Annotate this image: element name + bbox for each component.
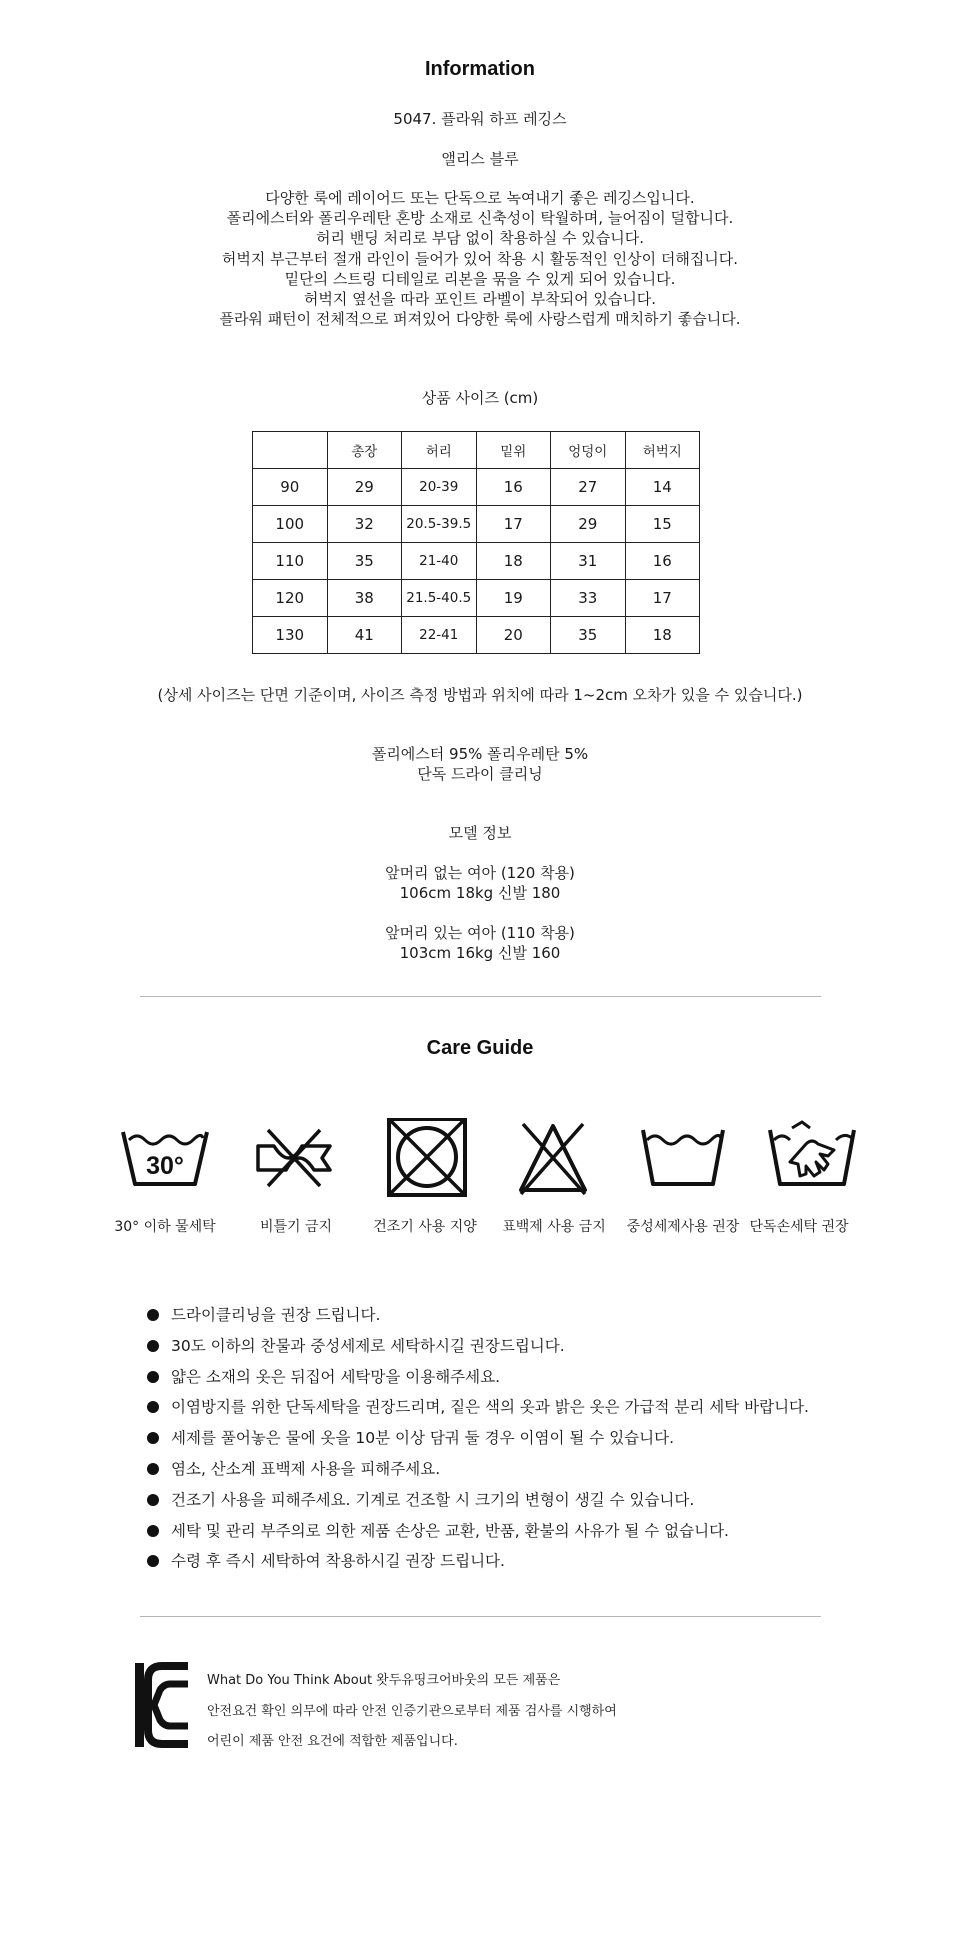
table-cell: 100 xyxy=(253,506,328,543)
model1-measure: 106cm 18kg 신발 180 xyxy=(399,884,561,902)
no-bleach-icon xyxy=(503,1118,603,1198)
divider xyxy=(140,996,821,997)
no-wring-icon xyxy=(244,1118,344,1198)
table-cell: 18 xyxy=(625,617,700,654)
table-cell: 16 xyxy=(625,543,700,580)
care-label: 30° 이하 물세탁 xyxy=(114,1219,216,1235)
information-heading: Information xyxy=(425,58,535,80)
model2-desc: 앞머리 있는 여아 (110 착용) xyxy=(385,924,575,942)
kc-line: 어린이 제품 안전 요건에 적합한 제품입니다. xyxy=(207,1734,458,1749)
product-name: 5047. 플라워 하프 레깅스 xyxy=(393,110,567,128)
table-cell: 16 xyxy=(476,469,551,506)
header-cell: 허리 xyxy=(402,432,477,469)
product-description xyxy=(0,188,960,329)
description-line: 다양한 룩에 레이어드 또는 단독으로 녹여내기 좋은 레깅스입니다. xyxy=(265,189,695,207)
care-label: 건조기 사용 지양 xyxy=(373,1219,477,1235)
table-row xyxy=(253,506,700,543)
kc-statement xyxy=(207,1666,617,1758)
table-cell: 14 xyxy=(625,469,700,506)
wash-30-icon xyxy=(115,1118,215,1198)
list-item: 염소, 산소계 표백제 사용을 피해주세요. xyxy=(147,1457,809,1488)
table-cell: 32 xyxy=(327,506,402,543)
description-line: 허벅지 옆선을 따라 포인트 라벨이 부착되어 있습니다. xyxy=(303,290,657,309)
material-cleaning: 단독 드라이 클리닝 xyxy=(417,765,543,783)
care-guide-heading: Care Guide xyxy=(426,1037,534,1059)
table-cell: 22-41 xyxy=(402,617,477,654)
list-item: 얇은 소재의 옷은 뒤집어 세탁망을 이용해주세요. xyxy=(147,1365,809,1396)
table-row xyxy=(253,580,700,617)
table-cell: 38 xyxy=(327,580,402,617)
table-cell: 20-39 xyxy=(402,469,477,506)
table-cell: 18 xyxy=(476,543,551,580)
table-row xyxy=(253,543,700,580)
table-cell: 35 xyxy=(551,617,626,654)
table-cell: 29 xyxy=(551,506,626,543)
table-cell: 15 xyxy=(625,506,700,543)
hand-wash-icon xyxy=(762,1118,862,1198)
description-line: 허리 밴딩 처리로 부담 없이 착용하실 수 있습니다. xyxy=(316,229,644,248)
table-cell: 90 xyxy=(253,469,328,506)
table-cell: 29 xyxy=(327,469,402,506)
table-cell: 20.5-39.5 xyxy=(402,506,477,543)
header-cell: 허벅지 xyxy=(625,432,700,469)
header-cell: 총장 xyxy=(327,432,402,469)
size-title: 상품 사이즈 (cm) xyxy=(421,389,539,407)
color-name: 앨리스 블루 xyxy=(441,150,519,168)
size-header-row xyxy=(253,432,700,469)
table-cell: 21-40 xyxy=(402,543,477,580)
header-cell: 엉덩이 xyxy=(551,432,626,469)
table-cell: 17 xyxy=(625,580,700,617)
table-cell: 33 xyxy=(551,580,626,617)
table-cell: 20 xyxy=(476,617,551,654)
list-item: 30도 이하의 찬물과 중성세제로 세탁하시길 권장드립니다. xyxy=(147,1334,809,1365)
divider xyxy=(140,1616,821,1617)
list-item: 건조기 사용을 피해주세요. 기계로 건조할 시 크기의 변형이 생길 수 있습니다. xyxy=(147,1488,809,1519)
wash-temp-label: 30° xyxy=(146,1152,184,1180)
table-cell: 41 xyxy=(327,617,402,654)
list-item: 수령 후 즉시 세탁하여 착용하시길 권장 드립니다. xyxy=(147,1549,809,1580)
kc-certification-icon xyxy=(132,1660,192,1750)
header-cell: 밑위 xyxy=(476,432,551,469)
description-line: 폴리에스터와 폴리우레탄 혼방 소재로 신축성이 탁월하며, 늘어짐이 덜합니다. xyxy=(226,209,734,228)
model2-measure: 103cm 16kg 신발 160 xyxy=(399,944,561,962)
list-item: 드라이클리닝을 권장 드립니다. xyxy=(147,1303,809,1334)
table-cell: 27 xyxy=(551,469,626,506)
material-composition: 폴리에스터 95% 폴리우레탄 5% xyxy=(371,745,589,763)
table-cell: 130 xyxy=(253,617,328,654)
description-line: 밑단의 스트링 디테일로 리본을 묶을 수 있게 되어 있습니다. xyxy=(284,269,676,288)
table-cell: 31 xyxy=(551,543,626,580)
care-label: 단독손세탁 권장 xyxy=(749,1219,849,1235)
list-item: 세탁 및 관리 부주의로 의한 제품 손상은 교환, 반품, 환불의 사유가 될 수 없습니다. xyxy=(147,1519,809,1550)
list-item: 이염방지를 위한 단독세탁을 권장드리며, 짙은 색의 옷과 밝은 옷은 가급적 분리 세탁 바랍니다. xyxy=(147,1395,809,1426)
size-note: (상세 사이즈는 단면 기준이며, 사이즈 측정 방법과 위치에 따라 1~2cm 오차가 있을 수 있습니다.) xyxy=(157,686,803,704)
model-info-title: 모델 정보 xyxy=(448,824,512,842)
table-row xyxy=(253,469,700,506)
care-label: 비틀기 금지 xyxy=(259,1219,333,1235)
description-line: 허벅지 부근부터 절개 라인이 들어가 있어 착용 시 활동적인 인상이 더해집니다. xyxy=(221,249,739,268)
care-label: 표백제 사용 금지 xyxy=(502,1219,606,1235)
no-tumble-dry-icon xyxy=(375,1118,475,1198)
description-line: 플라워 패턴이 전체적으로 퍼져있어 다양한 룩에 사랑스럽게 매치하기 좋습니다. xyxy=(219,310,741,329)
care-instructions-list xyxy=(147,1303,809,1580)
table-cell: 17 xyxy=(476,506,551,543)
neutral-detergent-icon xyxy=(633,1118,733,1198)
table-cell: 120 xyxy=(253,580,328,617)
table-cell: 35 xyxy=(327,543,402,580)
kc-line: 안전요건 확인 의무에 따라 안전 인증기관으로부터 제품 검사를 시행하여 xyxy=(207,1703,617,1719)
kc-line: What Do You Think About 왓두유띵크어바웃의 모든 제품은 xyxy=(207,1673,561,1688)
header-cell xyxy=(253,432,328,469)
table-cell: 19 xyxy=(476,580,551,617)
list-item: 세제를 풀어놓은 물에 옷을 10분 이상 담궈 둘 경우 이염이 될 수 있습니다. xyxy=(147,1426,809,1457)
table-cell: 110 xyxy=(253,543,328,580)
care-label: 중성세제사용 권장 xyxy=(626,1219,740,1235)
table-cell: 21.5-40.5 xyxy=(402,580,477,617)
size-table xyxy=(252,431,700,654)
table-row xyxy=(253,617,700,654)
model1-desc: 앞머리 없는 여아 (120 착용) xyxy=(385,864,575,882)
